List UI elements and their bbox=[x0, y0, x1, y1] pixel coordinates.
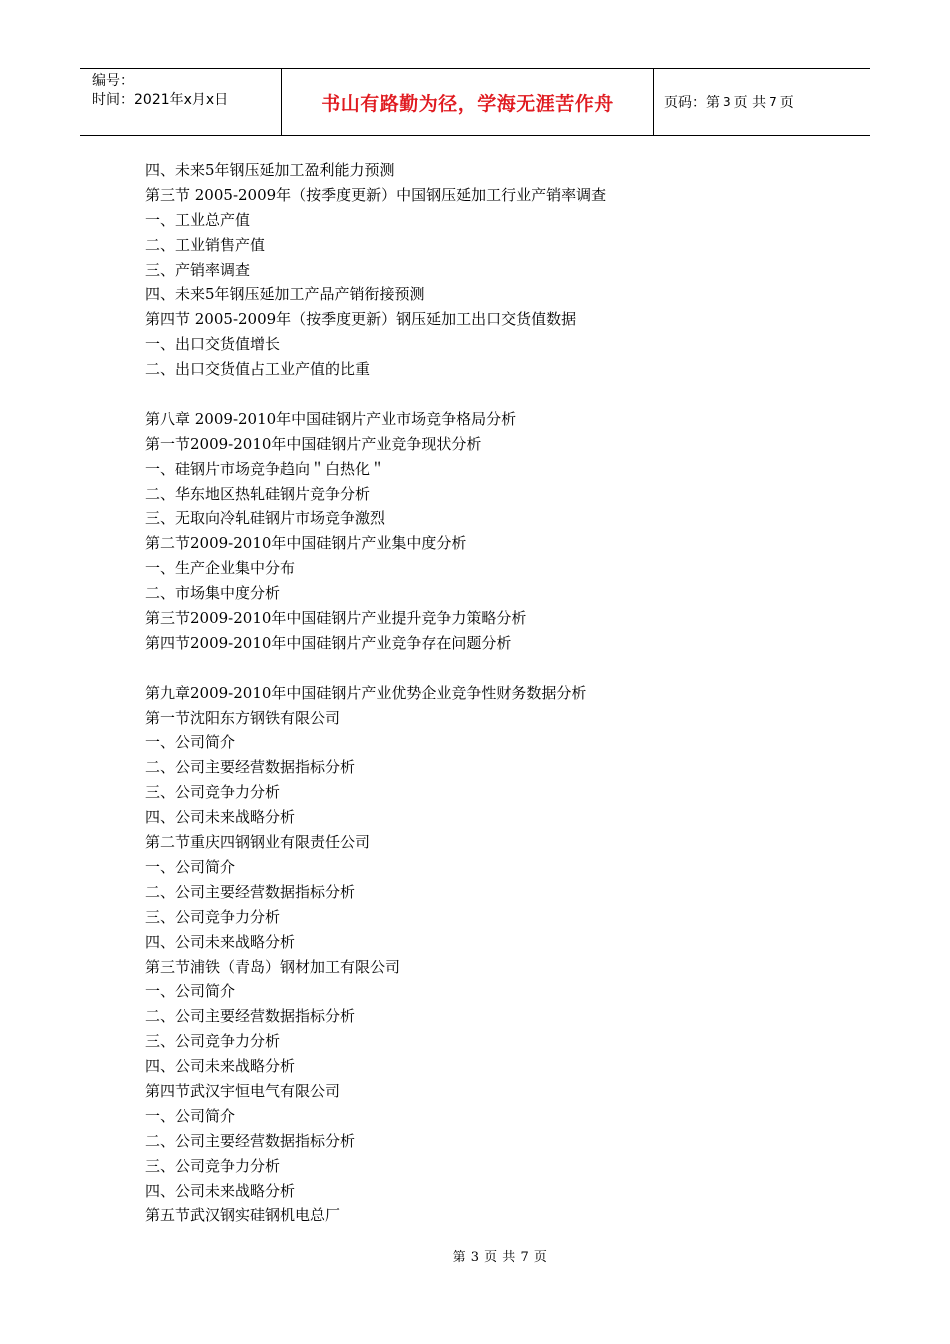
toc-line: 第三节 2005-2009年（按季度更新）中国钢压延加工行业产销率调查 bbox=[145, 185, 607, 204]
toc-line: 第三节2009-2010年中国硅钢片产业提升竞争力策略分析 bbox=[145, 609, 527, 628]
toc-line: 一、公司简介 bbox=[145, 733, 236, 752]
blank-line bbox=[145, 656, 845, 681]
toc-line: 四、公司未来战略分析 bbox=[145, 932, 296, 951]
toc-line: 一、公司简介 bbox=[145, 1106, 236, 1125]
toc-line: 一、公司简介 bbox=[145, 857, 236, 876]
toc-line: 第二节2009-2010年中国硅钢片产业集中度分析 bbox=[145, 534, 467, 553]
toc-line: 三、无取向冷轧硅钢片市场竞争激烈 bbox=[145, 509, 386, 528]
toc-line: 第二节重庆四钢钢业有限责任公司 bbox=[145, 833, 371, 852]
header-meta bbox=[80, 69, 282, 135]
header-page-number bbox=[654, 69, 870, 135]
toc-line: 第四节武汉宇恒电气有限公司 bbox=[145, 1081, 341, 1100]
toc-line: 第三节浦铁（青岛）钢材加工有限公司 bbox=[145, 957, 401, 976]
toc-line: 四、公司未来战略分析 bbox=[145, 1057, 296, 1076]
toc-line: 二、公司主要经营数据指标分析 bbox=[145, 758, 356, 777]
toc-line: 三、公司竞争力分析 bbox=[145, 907, 281, 926]
toc-line: 一、出口交货值增长 bbox=[145, 335, 281, 354]
toc-line: 二、华东地区热轧硅钢片竞争分析 bbox=[145, 484, 371, 503]
toc-line: 二、公司主要经营数据指标分析 bbox=[145, 1007, 356, 1026]
toc-line: 一、生产企业集中分布 bbox=[145, 559, 296, 578]
toc-line: 一、公司简介 bbox=[145, 982, 236, 1001]
toc-line: 四、公司未来战略分析 bbox=[145, 808, 296, 827]
toc-line: 第八章 2009-2010年中国硅钢片产业市场竞争格局分析 bbox=[145, 409, 517, 428]
toc-line: 第一节沈阳东方钢铁有限公司 bbox=[145, 708, 341, 727]
toc-line: 一、硅钢片市场竞争趋向＂白热化＂ bbox=[145, 459, 386, 478]
toc-line: 二、出口交货值占工业产值的比重 bbox=[145, 360, 371, 379]
toc-line: 二、市场集中度分析 bbox=[145, 584, 281, 603]
page-suffix: 页 bbox=[779, 95, 794, 111]
toc-line: 二、工业销售产值 bbox=[145, 235, 266, 254]
document-body bbox=[145, 158, 845, 1228]
toc-line: 四、未来5年钢压延加工盈利能力预测 bbox=[145, 161, 395, 179]
toc-line: 第五节武汉钢实硅钢机电总厂 bbox=[145, 1206, 341, 1225]
header-motto: 书山有路勤为径，学海无涯苦作舟 bbox=[282, 69, 654, 135]
toc-line: 第一节2009-2010年中国硅钢片产业竞争现状分析 bbox=[145, 434, 482, 453]
toc-line: 四、公司未来战略分析 bbox=[145, 1181, 296, 1200]
page-current: 3 bbox=[723, 95, 731, 109]
toc-line: 三、公司竞争力分析 bbox=[145, 1032, 281, 1051]
toc-line: 二、公司主要经营数据指标分析 bbox=[145, 1131, 356, 1150]
toc-line: 一、工业总产值 bbox=[145, 210, 251, 229]
toc-line: 二、公司主要经营数据指标分析 bbox=[145, 882, 356, 901]
document-date: 时间：2021年x月x日 bbox=[92, 92, 229, 108]
page-header bbox=[80, 68, 870, 136]
page-middle: 页 共 bbox=[733, 95, 767, 111]
page-footer: 第 3 页 共 7 页 bbox=[452, 1250, 548, 1265]
toc-line: 三、公司竞争力分析 bbox=[145, 783, 281, 802]
toc-line: 第四节 2005-2009年（按季度更新）钢压延加工出口交货值数据 bbox=[145, 310, 577, 329]
blank-line bbox=[145, 382, 845, 407]
toc-line: 三、产销率调查 bbox=[145, 260, 251, 279]
toc-line: 第九章2009-2010年中国硅钢片产业优势企业竞争性财务数据分析 bbox=[145, 683, 587, 702]
toc-line: 四、未来5年钢压延加工产品产销衔接预测 bbox=[145, 285, 425, 304]
toc-line: 三、公司竞争力分析 bbox=[145, 1156, 281, 1175]
page-prefix: 页码：第 bbox=[664, 95, 720, 111]
toc-line: 第四节2009-2010年中国硅钢片产业竞争存在问题分析 bbox=[145, 633, 512, 652]
page-total: 7 bbox=[769, 95, 777, 109]
document-number-label: 编号： bbox=[92, 73, 134, 89]
